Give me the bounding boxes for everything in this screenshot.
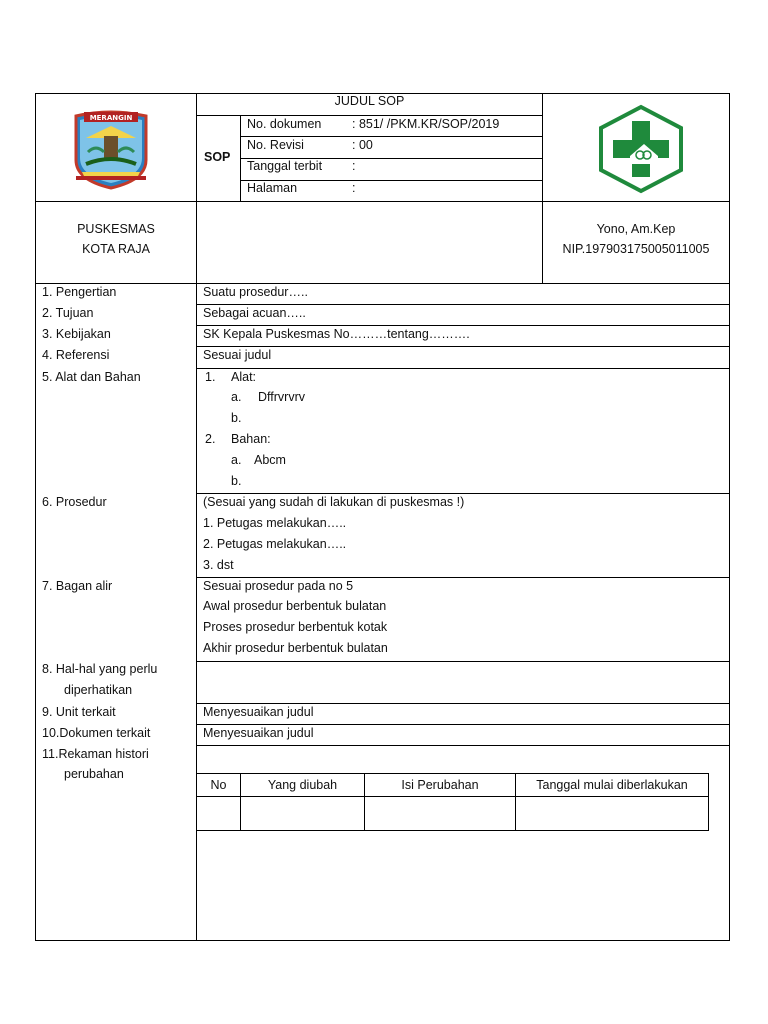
issue-date-label: Tanggal terbit [247, 159, 323, 173]
sop-label: SOP [204, 150, 231, 164]
section-label-unit-terkait: 9. Unit terkait [42, 705, 116, 719]
section-label-hal-hal-line1: 8. Hal-hal yang perlu [42, 662, 158, 676]
section-value-pengertian: Suatu prosedur….. [203, 285, 308, 299]
bagan-line-2: Awal prosedur berbentuk bulatan [203, 599, 387, 613]
sop-title: JUDUL SOP [334, 94, 405, 108]
left-logo [66, 108, 156, 190]
prosedur-line-1: (Sesuai yang sudah di lakukan di puskesmas !) [203, 495, 465, 509]
bahan-item-a-marker: a. [231, 453, 242, 467]
bagan-line-1: Sesuai prosedur pada no 5 [203, 579, 354, 593]
doc-number-value: : 851/ /PKM.KR/SOP/2019 [352, 117, 500, 131]
history-col-isi-perubahan: Isi Perubahan [401, 778, 479, 792]
puskesmas-logo [596, 104, 686, 194]
signer-name: Yono, Am.Kep [596, 222, 676, 236]
bagan-line-3: Proses prosedur berbentuk kotak [203, 620, 388, 634]
alat-number: 1. [205, 370, 216, 384]
section-label-referensi: 4. Referensi [42, 348, 110, 362]
section-label-pengertian: 1. Pengertian [42, 285, 117, 299]
left-logo-text: MERANGIN [89, 114, 133, 122]
page-value: : [352, 181, 356, 195]
signer-nip: NIP.197903175005011005 [562, 242, 710, 256]
section-value-dokumen-terkait: Menyesuaikan judul [203, 726, 314, 740]
org-name-line2: KOTA RAJA [82, 242, 150, 256]
section-label-hal-hal-line2: diperhatikan [64, 683, 133, 697]
section-label-bagan-alir: 7. Bagan alir [42, 579, 113, 593]
bagan-line-4: Akhir prosedur berbentuk bulatan [203, 641, 388, 655]
history-col-no: No [210, 778, 227, 792]
doc-number-label: No. dokumen [247, 117, 322, 131]
bahan-item-b-marker: b. [231, 474, 242, 488]
section-label-kebijakan: 3. Kebijakan [42, 327, 111, 341]
bahan-number: 2. [205, 432, 216, 446]
section-value-unit-terkait: Menyesuaikan judul [203, 705, 314, 719]
section-label-alat-bahan: 5. Alat dan Bahan [42, 370, 141, 384]
prosedur-line-2: 1. Petugas melakukan….. [203, 516, 347, 530]
alat-heading: Alat: [231, 370, 257, 384]
prosedur-line-4: 3. dst [203, 558, 234, 572]
prosedur-line-3: 2. Petugas melakukan….. [203, 537, 347, 551]
history-col-yang-diubah: Yang diubah [267, 778, 338, 792]
section-value-referensi: Sesuai judul [203, 348, 272, 362]
bahan-heading: Bahan: [231, 432, 271, 446]
alat-item-a-marker: a. [231, 390, 242, 404]
section-label-prosedur: 6. Prosedur [42, 495, 107, 509]
history-col-tanggal: Tanggal mulai diberlakukan [536, 778, 688, 792]
section-value-tujuan: Sebagai acuan….. [203, 306, 306, 320]
page-label: Halaman [247, 181, 298, 195]
section-label-dokumen-terkait: 10.Dokumen terkait [42, 726, 151, 740]
issue-date-value: : [352, 159, 356, 173]
section-label-rekaman-line2: perubahan [64, 767, 124, 781]
alat-item-a: Dffrvrvrv [258, 390, 305, 404]
section-value-kebijakan: SK Kepala Puskesmas No………tentang………. [203, 327, 470, 341]
section-label-tujuan: 2. Tujuan [42, 306, 94, 320]
org-name-line1: PUSKESMAS [77, 222, 155, 236]
alat-item-b-marker: b. [231, 411, 242, 425]
revision-value: : 00 [352, 138, 373, 152]
revision-label: No. Revisi [247, 138, 304, 152]
bahan-item-a: Abcm [254, 453, 286, 467]
section-label-rekaman-line1: 11.Rekaman histori [42, 747, 149, 761]
